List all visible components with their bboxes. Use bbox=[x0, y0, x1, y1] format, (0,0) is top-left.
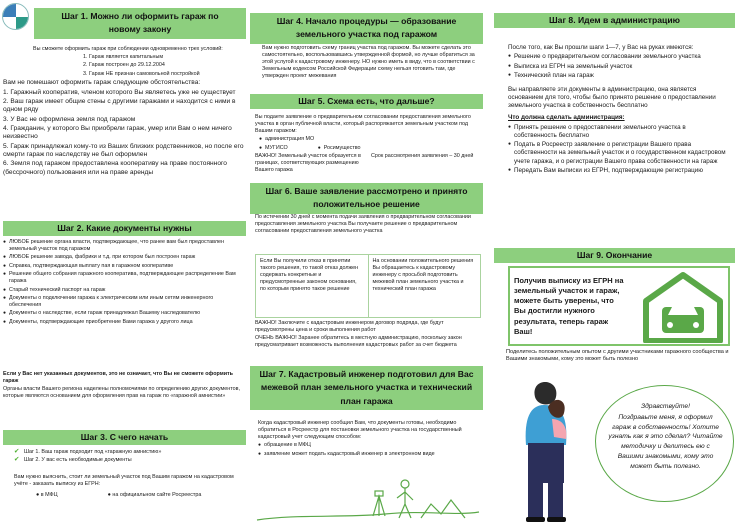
condition-item: 1. Гараж является капитальным bbox=[83, 54, 164, 61]
circumstance-item: 4. Гражданин, у которого Вы приобрели гараж, умер или Вам о нем ничего неизвестно bbox=[3, 125, 232, 141]
step9-share: Поделитесь положительным опытом с другими участниками гаражного сообщества и Вашими знакомыми, кому это может быть полезно bbox=[506, 349, 729, 363]
step6-notes bbox=[255, 320, 481, 350]
authority-item: ● администрация МО bbox=[259, 136, 481, 143]
step2-note1: Если у Вас нет указанных документов, это не означает, что Вы не сможете оформить гараж bbox=[3, 371, 233, 385]
doc-item: ● Старый технический паспорт на гараж bbox=[3, 287, 245, 294]
authority-item: ● МУГИСО bbox=[259, 145, 288, 152]
step7-body bbox=[258, 420, 482, 459]
held-doc-item: ● Технический план на гараж bbox=[508, 72, 728, 80]
admin-heading: Что должна сделать администрация: bbox=[508, 114, 625, 122]
doc-item: ● Решение общего собрания гаражного кооператива, подтверждающее распределение Вам гаража bbox=[3, 271, 245, 285]
circumstance-item: 1. Гаражный кооператив, членом которого Вы являетесь уже не существует bbox=[3, 88, 236, 96]
circumstance-item: 6. Земля под гаражом предоставлена кооперативу на праве постоянного (бессрочного) пользования или на праве аренды bbox=[3, 160, 227, 176]
step6-title: Шаг 6. Ваше заявление рассмотрено и принято положительное решение bbox=[250, 183, 483, 214]
garage-car-icon bbox=[640, 271, 726, 343]
step3-title: Шаг 3. С чего начать bbox=[3, 430, 246, 445]
step9-text: Получив выписку из ЕГРН на земельный участок и гараж, можете быть уверены, что Вы достигли нужного результата, теперь гараж Ваш! bbox=[514, 276, 624, 336]
step9-title: Шаг 9. Окончание bbox=[494, 248, 735, 263]
step2-notes bbox=[3, 371, 245, 401]
circumstance-item: 5. Гараж принадлежал кому-то из Ваших близких родственников, но после его смерти гараж по наследству не был оформлен bbox=[3, 142, 244, 158]
option-rosreestr: ● на официальном сайте Росреестра bbox=[107, 492, 202, 498]
surveyor-illustration bbox=[255, 474, 481, 522]
step8-title: Шаг 8. Идем в администрацию bbox=[494, 13, 735, 28]
option-mfc: ● в МФЦ bbox=[36, 492, 58, 498]
step1-title: Шаг 1. Можно ли оформить гараж по новому закону bbox=[34, 8, 246, 39]
step6-very-important: ОЧЕНЬ ВАЖНО! Заранее обратитесь в местную администрацию, поскольку закон предусматривает возможность выполнения кадастровых работ за счет бюджета bbox=[255, 335, 462, 349]
authority-item: ● Росимущество bbox=[318, 145, 361, 152]
step8-body bbox=[508, 44, 728, 177]
man-with-child-illustration bbox=[510, 375, 580, 523]
logo-icon bbox=[2, 3, 29, 30]
bubble-text: Поздравьте меня, я оформил гараж в собственность! Хотите узнать как я это сделал? Читайте методичку и делитесь ею с Вашими знакомыми, кому это может быть полезно. bbox=[608, 413, 723, 470]
doc-item: ● Документы, подтверждающие приобретение Вами гаража у другого лица bbox=[3, 319, 245, 326]
doc-item: ● ЛЮБОЕ решение органа власти, подтверждающее, что ранее вам был предоставлен земельный участок под гаражом bbox=[3, 239, 245, 253]
check-item: ✔ Шаг 2. У вас есть необходимые документы bbox=[14, 457, 244, 464]
step6-approval-cell: На основании положительного решения Вы обращаетесь к кадастровому инженеру с просьбой подготовить межевой план земельного участка и технический план гаража bbox=[368, 255, 481, 317]
step1-body bbox=[3, 46, 245, 178]
step3-checks bbox=[14, 449, 244, 466]
not-allowed-heading: Вам не помешают оформить гараж следующие обстоятельства: bbox=[3, 78, 201, 86]
held-doc-item: ● Выписка из ЕГРН на земельный участок bbox=[508, 63, 728, 71]
held-doc-item: ● Решение о предварительном согласовании земельного участка bbox=[508, 53, 728, 61]
step7-item: ● обращение в МФЦ bbox=[258, 442, 482, 449]
doc-item: ● Документы о подключении гаража к электрическим или иным сетям инженерного обеспечения bbox=[3, 295, 245, 309]
bubble-greeting: Здравствуйте! bbox=[641, 403, 690, 410]
step9-box bbox=[508, 266, 730, 346]
admin-task-item: ● Передать Вам выписки из ЕГРН, подтверждающие регистрацию bbox=[508, 167, 728, 175]
column-middle bbox=[250, 0, 483, 523]
step2-doc-list bbox=[3, 239, 245, 327]
step7-item: ● заявление может подать кадастровый инженер в электронном виде bbox=[258, 451, 482, 458]
condition-item: 3. Гараж НЕ признан самовольной постройкой bbox=[83, 70, 200, 77]
step6-refusal-cell: Если Вы получили отказ в принятии такого решения, то такой отказ должен содержать конкретные и предусмотренные законом основания, по которым принято такое решение bbox=[260, 258, 359, 293]
column-left bbox=[0, 0, 247, 523]
step8-text: Вы направляете эти документы в администрацию, она является основанием для того, чтобы было принято решение о предоставлении земельного участка в собственность бесплатно bbox=[508, 85, 716, 109]
doc-item: ● ЛЮБОЕ решение завода, фабрики и т.д. при котором был построен гараж bbox=[3, 254, 245, 261]
step2-note2: Органы власти Вашего региона наделены полномочиями по определению других документов, которые являются основанием для оформления прав на гараж по «гаражной амнистии» bbox=[3, 386, 240, 400]
step6-important: ВАЖНО! Заключите с кадастровым инженером договор подряда, где будут предусмотрены цена и сроки выполнения работ bbox=[255, 320, 444, 334]
doc-item: ● Справка, подтверждающая выплату пая в гаражном кооперативе bbox=[3, 263, 245, 270]
step5-body bbox=[255, 114, 481, 175]
step5-title: Шаг 5. Схема есть, что дальше? bbox=[250, 94, 483, 109]
step3-options bbox=[36, 492, 246, 499]
step7-title: Шаг 7. Кадастровый инженер подготовил для Вас межевой план земельного участка и технический план гаража bbox=[250, 366, 483, 410]
check-item: ✔ Шаг 1. Ваш гараж подходит под «гаражную амнистию» bbox=[14, 449, 244, 456]
step8-intro: После того, как Вы прошли шаги 1—7, у Вас на руках имеются: bbox=[508, 44, 694, 51]
admin-task-item: ● Подать в Росреестр заявление о регистрации Вашего права собственности на земельный участок и о государственном кадастровом учете гаража, и о регистрации Вашего права собственности на гараж bbox=[508, 141, 728, 166]
step2-title: Шаг 2. Какие документы нужны bbox=[3, 221, 246, 236]
doc-item: ● Документы о наследстве, если гараж принадлежал Вашему наследователю bbox=[3, 310, 245, 317]
step5-text: Вы подаете заявление о предварительном согласовании предоставления земельного участка в орган публичной власти, который распоряжается земельным участком под Вашим гаражом: bbox=[255, 114, 471, 135]
admin-task-item: ● Принять решение о предоставлении земельного участка в собственность бесплатно bbox=[508, 124, 728, 140]
circumstance-item: 2. Ваш гараж имеет общие стены с другими гаражами и находится с ними в одном ряду bbox=[3, 97, 236, 114]
step3-text: Вам нужно выяснить, стоит ли земельный участок под Вашим гаражом на кадастровом учёте - заказать выписку из ЕГРН: bbox=[14, 474, 234, 488]
condition-item: 2. Гараж построен до 29.12.2004 bbox=[83, 62, 165, 69]
step5-term: Срок рассмотрения заявления – 30 дней bbox=[371, 153, 474, 160]
step1-intro: Вы сможете оформить гараж при соблюдении одновременно трех условий: bbox=[33, 46, 223, 52]
circumstance-item: 3. У Вас не оформлена земля под гаражом bbox=[3, 115, 136, 123]
step7-text: Когда кадастровый инженер сообщил Вам, что документы готовы, необходимо обратиться в Росреестр для постановки земельного участка на государственный кадастровый учет следующим способом: bbox=[258, 420, 462, 441]
speech-bubble bbox=[595, 385, 734, 502]
step6-table bbox=[255, 254, 481, 318]
step4-title: Шаг 4. Начало процедуры — образование земельного участка под гаражом bbox=[250, 13, 483, 44]
step6-text: По истечении 30 дней с момента подачи заявления о предварительном согласовании предоставления земельного участка Вы получаете решение о предварительном согласовании предоставления земельного участка bbox=[255, 214, 471, 235]
column-right bbox=[490, 0, 740, 523]
step4-text: Вам нужно подготовить схему границ участка под гаражом. Вы можете сделать это самостоятельно, воспользовавшись утвержденной формой, но лучше обратиться за этой услугой к кадастровому инженеру. НО нужно иметь в виду, что в соответствии с Земельным кодексом Российской Федерации схему нельзя готовить там, где утвержден проект межевания bbox=[262, 45, 475, 80]
step5-important: ВАЖНО! Земельный участок образуется в границах, соответствующих размещению Вашего гаража bbox=[255, 153, 361, 174]
